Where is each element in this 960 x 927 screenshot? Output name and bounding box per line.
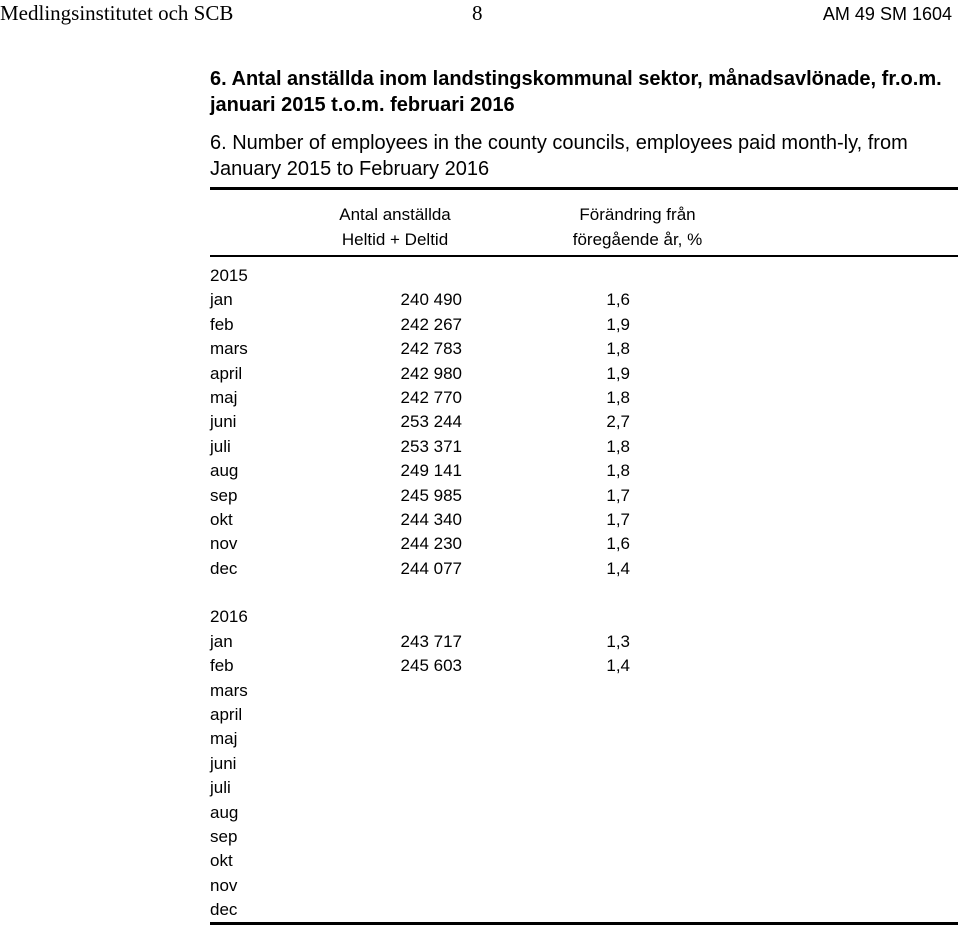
change-cell: 1,6 xyxy=(606,534,630,554)
month-cell: juli xyxy=(210,436,231,456)
month-cell: dec xyxy=(210,558,238,578)
month-cell: jan xyxy=(210,290,233,310)
month-cell: juli xyxy=(210,778,231,798)
month-cell: april xyxy=(210,363,243,383)
table-row xyxy=(210,898,958,922)
change-cell: 1,4 xyxy=(606,558,630,578)
month-cell: mars xyxy=(210,680,248,700)
month-cell: okt xyxy=(210,509,233,529)
change-cell: 2,7 xyxy=(606,412,630,432)
table-row xyxy=(210,874,958,898)
change-cell: 1,8 xyxy=(606,339,630,359)
table-row xyxy=(210,825,958,849)
table-bottom-rule xyxy=(210,922,958,925)
employees-cell: 242 980 xyxy=(400,363,462,383)
table-row xyxy=(210,654,958,678)
change-cell: 1,7 xyxy=(606,509,630,529)
change-cell: 1,3 xyxy=(606,631,630,651)
employees-cell: 245 603 xyxy=(400,656,462,676)
year-label: 2015 xyxy=(210,266,248,285)
change-cell: 1,8 xyxy=(606,461,630,481)
change-cell: 1,8 xyxy=(606,387,630,407)
employees-cell: 253 371 xyxy=(400,436,462,456)
month-cell: nov xyxy=(210,534,238,554)
month-cell: feb xyxy=(210,314,234,334)
employees-cell: 243 717 xyxy=(400,631,462,651)
table-row xyxy=(210,508,958,532)
table-title-swedish: 6. Antal anställda inom landstingskommunal sektor, månadsavlönade, fr.o.m. januari 2015 t.o.m. februari 2016 xyxy=(210,68,942,116)
table-row xyxy=(210,727,958,751)
table-row xyxy=(210,630,958,654)
table-top-rule xyxy=(210,187,958,190)
employees-cell: 242 770 xyxy=(400,387,462,407)
table-row xyxy=(210,484,958,508)
month-cell: sep xyxy=(210,826,238,846)
month-cell: dec xyxy=(210,900,238,920)
employees-cell: 242 783 xyxy=(400,339,462,359)
change-cell: 1,9 xyxy=(606,363,630,383)
column-header-change xyxy=(545,202,730,252)
table-body xyxy=(210,264,958,923)
month-cell: aug xyxy=(210,802,239,822)
month-cell: nov xyxy=(210,875,238,895)
month-cell: jan xyxy=(210,631,233,651)
report-code: AM 49 SM 1604 xyxy=(822,4,952,24)
table-row xyxy=(210,288,958,312)
year-label: 2016 xyxy=(210,607,248,627)
month-cell: sep xyxy=(210,485,238,505)
publisher-header: Medlingsinstitutet och SCB xyxy=(0,1,234,25)
employees-cell: 240 490 xyxy=(400,290,462,310)
table-row xyxy=(210,679,958,703)
column-header-change-line1: Förändring från xyxy=(579,205,696,224)
month-cell: mars xyxy=(210,339,248,359)
table-row xyxy=(210,532,958,556)
table-row xyxy=(210,703,958,727)
month-cell: juni xyxy=(210,753,237,773)
column-header-employees xyxy=(320,202,470,252)
change-cell: 1,6 xyxy=(606,290,630,310)
column-header-employees-line2: Heltid + Deltid xyxy=(341,230,449,249)
change-cell: 1,7 xyxy=(606,485,630,505)
employees-cell: 244 230 xyxy=(400,534,462,554)
table-row xyxy=(210,362,958,386)
change-cell: 1,4 xyxy=(606,656,630,676)
table-row xyxy=(210,557,958,581)
month-cell: maj xyxy=(210,729,238,749)
table-row xyxy=(210,776,958,800)
table-row xyxy=(210,386,958,410)
header-divider-rule xyxy=(210,255,958,257)
month-cell: aug xyxy=(210,461,239,481)
table-row xyxy=(210,435,958,459)
month-cell: okt xyxy=(210,851,233,871)
page-number: 8 xyxy=(472,1,483,25)
table-row xyxy=(210,337,958,361)
month-cell: feb xyxy=(210,656,234,676)
group-spacer xyxy=(210,581,958,605)
month-cell: juni xyxy=(210,412,237,432)
column-header-change-line2: föregående år, % xyxy=(572,230,703,249)
column-header-employees-line1: Antal anställda xyxy=(339,205,451,224)
table-row xyxy=(210,459,958,483)
employees-cell: 245 985 xyxy=(400,485,462,505)
month-cell: maj xyxy=(210,387,238,407)
employees-cell: 242 267 xyxy=(400,314,462,334)
table-row xyxy=(210,752,958,776)
employees-cell: 249 141 xyxy=(400,461,462,481)
change-cell: 1,8 xyxy=(606,436,630,456)
table-row xyxy=(210,410,958,434)
table-row xyxy=(210,801,958,825)
table-row xyxy=(210,313,958,337)
table-row xyxy=(210,849,958,873)
month-cell: april xyxy=(210,705,243,725)
employees-cell: 253 244 xyxy=(400,412,462,432)
table-title-english: 6. Number of employees in the county councils, employees paid month-ly, from January 2015 to February 2016 xyxy=(210,132,908,180)
employees-cell: 244 340 xyxy=(400,509,462,529)
employees-cell: 244 077 xyxy=(400,558,462,578)
year-heading-row xyxy=(210,605,958,629)
change-cell: 1,9 xyxy=(606,314,630,334)
year-heading-row xyxy=(210,264,958,288)
